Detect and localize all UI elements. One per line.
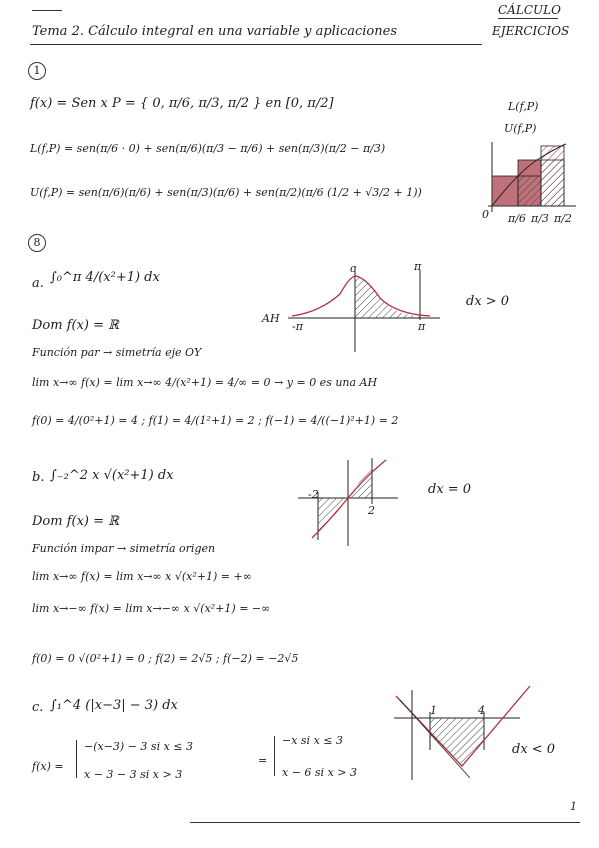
exercise-8-badge [28,234,46,252]
ex1-lower-rect-2 [518,176,541,206]
ex8b-sign: dx = 0 [428,482,472,497]
ex8c-simp-1: −x si x ≤ 3 [282,734,343,747]
ex8a-integral: ∫₀^π 4/(x²+1) dx [50,270,160,285]
ex8c-graph-4: 4 [478,704,485,717]
section-label: EJERCICIOS [492,24,570,38]
ex8a-label: a. [32,276,44,291]
ex8b-label: b. [32,470,45,485]
ex8c-graph [394,686,530,780]
ex8c-graph-1: 1 [430,704,437,717]
ex1-graph-label-lower: L(f,P) [508,100,539,113]
ex8b-limit-neg: lim x→−∞ f(x) = lim x→−∞ x √(x²+1) = −∞ [32,602,271,615]
ex8b-graph-neg2: -2 [308,488,319,501]
ex8b-dom: Dom f(x) = ℝ [32,514,119,529]
ex1-tick-0: 0 [482,208,489,221]
ex8a-values: f(0) = 4/(0²+1) = 4 ; f(1) = 4/(1²+1) = 2 ; f(−1) = 4/((−1)²+1) = 2 [32,414,399,427]
ex8c-fx: f(x) = [32,760,64,773]
ex1-lower-sum: L(f,P) = sen(π/6 · 0) + sen(π/6)(π/3 − π/6) + sen(π/3)(π/2 − π/3) [30,142,386,155]
ex8c-piece-2: x − 3 − 3 si x > 3 [84,768,183,781]
exercise-1-number: 1 [33,64,41,77]
ex8c-integral: ∫₁^4 (|x−3| − 3) dx [50,698,178,713]
ex8b-integral: ∫₋₂^2 x √(x²+1) dx [50,468,174,483]
exercise-8-number: 8 [33,236,41,249]
ex8c-brace-2 [274,736,280,776]
ex8c-equals: = [258,754,268,767]
ex8a-sign: dx > 0 [466,294,510,309]
ex1-tick-3: π/2 [554,212,572,225]
ex1-lower-rect-3 [541,160,564,206]
ex8b-graph-2: 2 [368,504,375,517]
ex8a-parity: Función par → simetría eje OY [32,346,202,359]
ex8a-graph-pi: π [418,320,426,333]
ex8a-graph [288,266,440,352]
ex8a-graph-ah: AH [262,312,280,325]
ex8b-values: f(0) = 0 √(0²+1) = 0 ; f(2) = 2√5 ; f(−2) = −2√5 [32,652,299,665]
ex8a-dom: Dom f(x) = ℝ [32,318,119,333]
ex8c-piece-1: −(x−3) − 3 si x ≤ 3 [84,740,193,753]
ex1-graph-label-upper: U(f,P) [504,122,537,135]
ex1-tick-1: π/6 [508,212,526,225]
ex8a-graph-c: c [350,262,357,275]
subject-label: CÁLCULO [498,3,561,17]
ex8b-graph [298,458,398,546]
page-number: 1 [570,800,577,813]
ex1-tick-2: π/3 [531,212,549,225]
page-title: Tema 2. Cálculo integral en una variable y aplicaciones [32,24,397,39]
ex8b-limit-pos: lim x→∞ f(x) = lim x→∞ x √(x²+1) = +∞ [32,570,252,583]
ex8a-graph-neg-pi: -π [292,320,303,333]
ex1-function-line: f(x) = Sen x P = { 0, π/6, π/3, π/2 } en [0, π/2] [30,96,334,111]
ex8c-simp-2: x − 6 si x > 3 [282,766,357,779]
ex8b-parity: Función impar → simetría origen [32,542,216,555]
ex8a-shaded-area [355,276,420,318]
ex8a-graph-pi-top: π [414,260,422,273]
ex8c-label: c. [32,700,44,715]
ex8c-brace-1 [76,740,82,778]
ex8a-limit: lim x→∞ f(x) = lim x→∞ 4/(x²+1) = 4/∞ = 0 → y = 0 es una AH [32,376,378,389]
ex1-riemann-graph [488,142,576,212]
ex8c-sign: dx < 0 [512,742,556,757]
ex1-upper-sum: U(f,P) = sen(π/6)(π/6) + sen(π/3)(π/6) + sen(π/2)(π/6 (1/2 + √3/2 + 1)) [30,186,422,199]
